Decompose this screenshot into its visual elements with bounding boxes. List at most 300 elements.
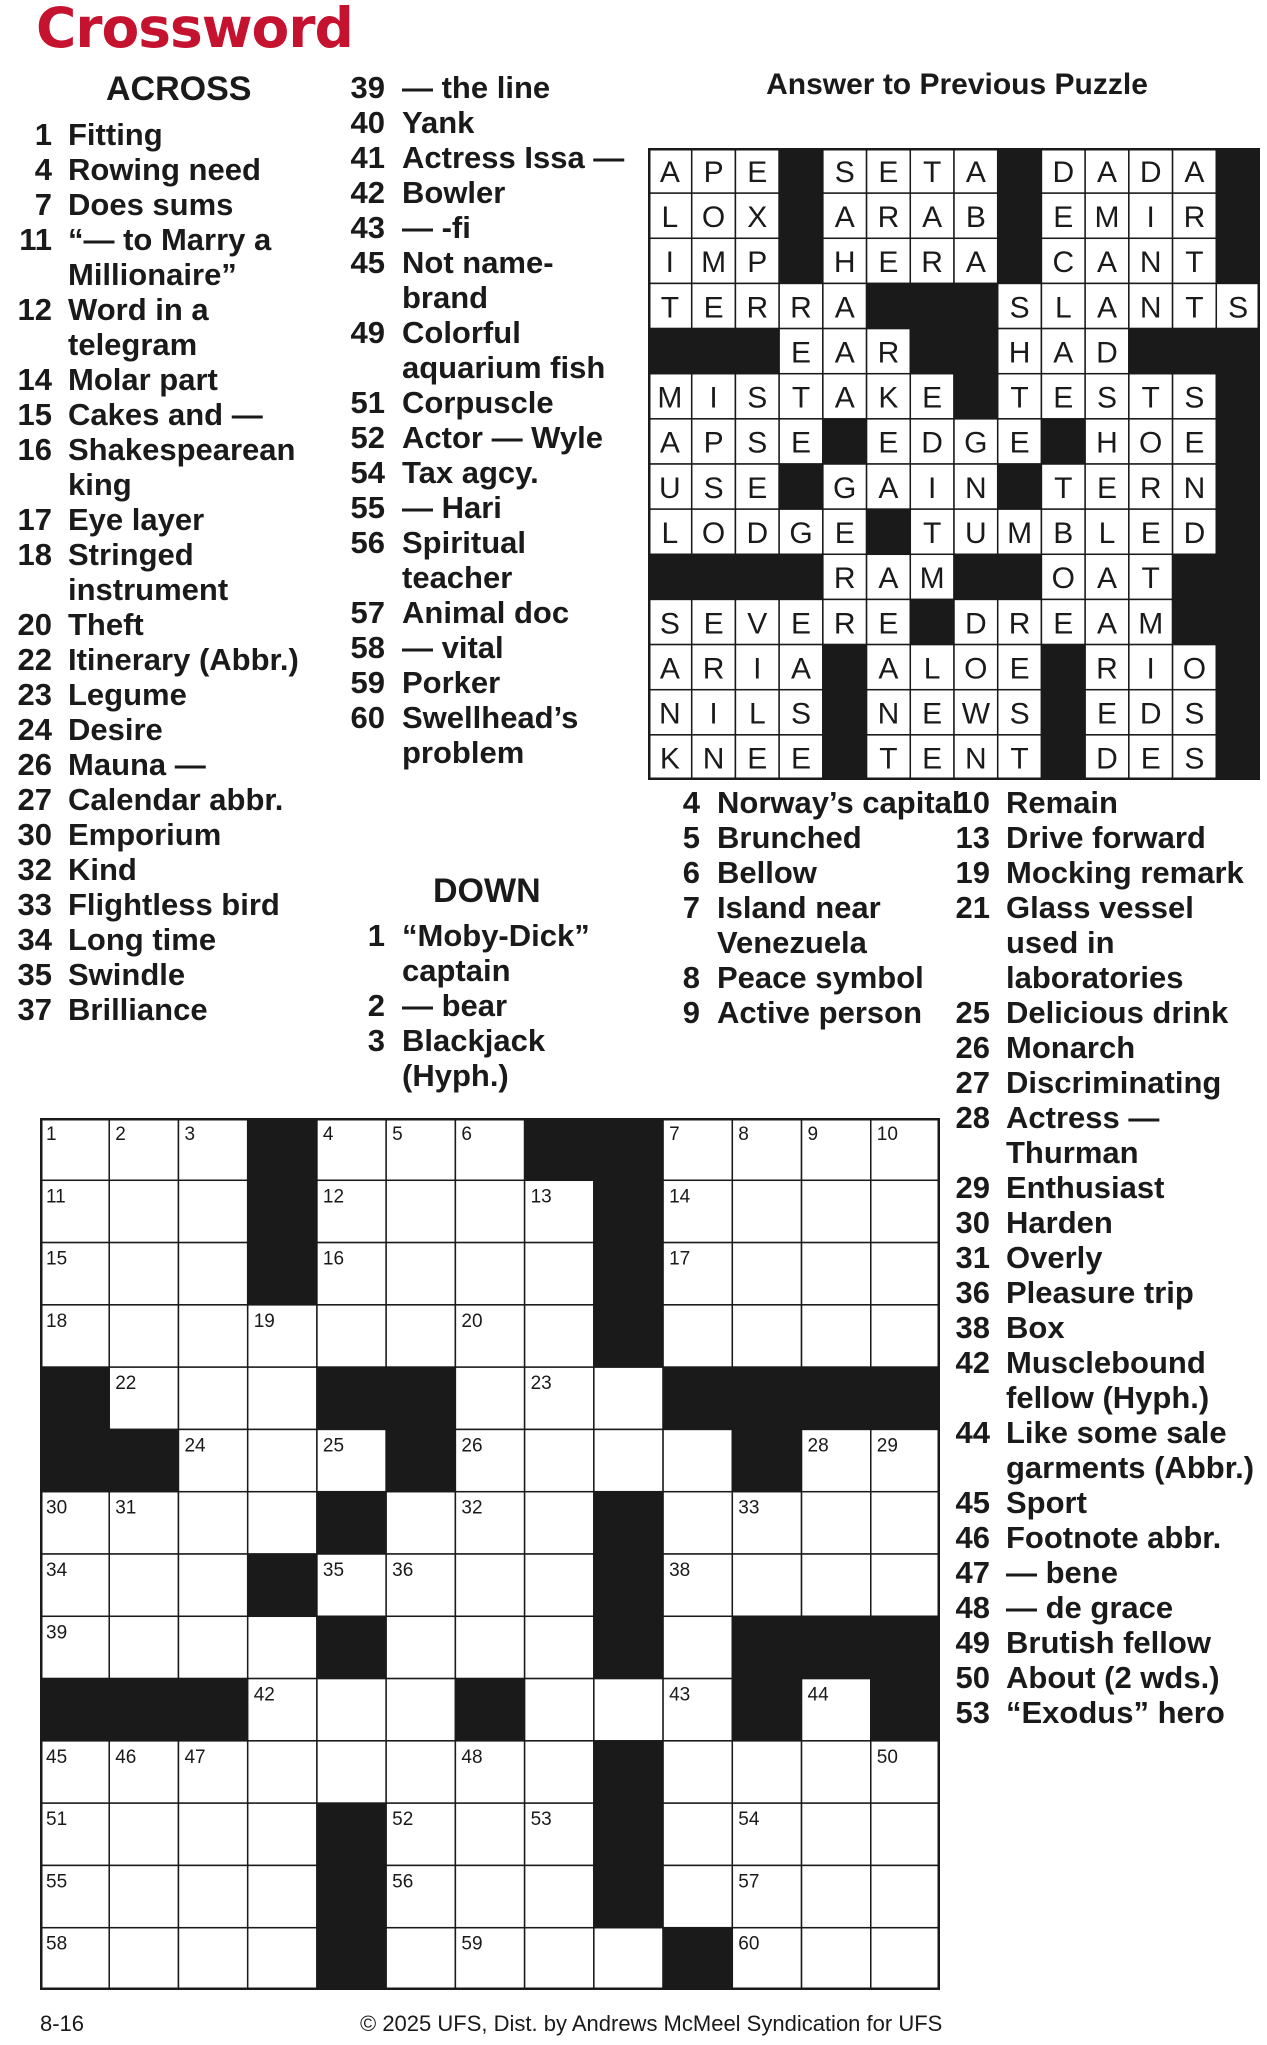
answer-letter: X: [747, 201, 768, 234]
grid-cell[interactable]: [594, 1679, 663, 1741]
grid-cell[interactable]: [386, 1492, 455, 1554]
answer-letter: P: [747, 246, 768, 280]
clue: [955, 1345, 1267, 1415]
grid-cell[interactable]: [248, 1741, 317, 1803]
clue-number: 27: [955, 1065, 990, 1100]
clue-number: 20: [17, 607, 52, 642]
clue-text: Overly: [1006, 1240, 1103, 1275]
answer-letter: M: [1094, 201, 1120, 234]
grid-cell[interactable]: [317, 1741, 386, 1803]
cell-number: 56: [392, 1871, 414, 1893]
clue-text: Swindle: [68, 957, 186, 992]
grid-cell[interactable]: [871, 1865, 940, 1927]
cell-number: 29: [876, 1435, 898, 1457]
grid-cell[interactable]: [871, 1305, 940, 1367]
answer-letter: A: [1096, 155, 1118, 189]
answer-letter: B: [1053, 517, 1074, 550]
grid-cell[interactable]: [455, 1865, 524, 1927]
answer-block: [1041, 690, 1085, 735]
clue: [341, 988, 631, 1023]
answer-letter: W: [961, 697, 991, 731]
grid-cell[interactable]: [109, 1616, 178, 1678]
answer-letter: N: [1183, 471, 1206, 505]
grid-cell[interactable]: [525, 1492, 594, 1554]
grid-block: [248, 1118, 317, 1180]
clue-text: Spiritual teacher: [402, 525, 527, 595]
grid-block: [40, 1429, 109, 1491]
grid-cell[interactable]: [248, 1616, 317, 1678]
clue: [955, 1555, 1267, 1590]
answer-letter: G: [833, 471, 857, 505]
answer-letter: L: [661, 517, 679, 550]
cell-number: 37: [599, 1560, 621, 1581]
grid-cell[interactable]: [386, 1928, 455, 1990]
clue: [0, 677, 330, 712]
cell-number: 14: [669, 1186, 691, 1208]
clue: [341, 630, 631, 665]
answer-block: [867, 283, 911, 328]
answer-letter: E: [922, 742, 943, 776]
grid-block: [317, 1367, 386, 1429]
clue-text: — vital: [402, 630, 504, 665]
grid-block: [663, 1928, 732, 1990]
cell-number: 23: [530, 1373, 552, 1395]
grid-cell[interactable]: [732, 1180, 801, 1242]
grid-cell[interactable]: [386, 1741, 455, 1803]
clue-number: 36: [955, 1275, 990, 1310]
grid-cell[interactable]: [663, 1803, 732, 1865]
grid-cell[interactable]: [525, 1305, 594, 1367]
clue: [0, 712, 330, 747]
answer-letter: L: [923, 652, 941, 686]
answer-block: [1216, 599, 1260, 644]
answer-block: [954, 329, 998, 374]
clue: [0, 992, 330, 1027]
answer-letter: M: [701, 246, 727, 280]
grid-cell[interactable]: [178, 1803, 247, 1865]
clue: [955, 1240, 1267, 1275]
grid-cell[interactable]: [871, 1554, 940, 1616]
grid-cell[interactable]: [802, 1554, 871, 1616]
answer-letter: A: [790, 652, 812, 686]
grid-cell[interactable]: [455, 1554, 524, 1616]
answer-letter: E: [922, 697, 943, 731]
clue-text: — de grace: [1006, 1590, 1174, 1625]
clue-text: Molar part: [68, 362, 218, 397]
clue-text: Corpuscle: [402, 385, 554, 420]
answer-letter: D: [921, 426, 943, 460]
cell-number: 10: [876, 1124, 898, 1145]
clue-number: 43: [350, 210, 385, 245]
clue-text: Box: [1006, 1310, 1065, 1345]
grid-cell[interactable]: [871, 1243, 940, 1305]
clue-text: Kind: [68, 852, 137, 887]
answer-block: [779, 464, 823, 509]
clue: [0, 187, 330, 222]
grid-cell[interactable]: [732, 1741, 801, 1803]
grid-block: [594, 1492, 663, 1554]
clue-text: Footnote abbr.: [1006, 1520, 1222, 1555]
answer-letter: T: [1185, 246, 1204, 280]
clue: [341, 420, 631, 455]
answer-letter: E: [1009, 652, 1030, 686]
answer-letter: A: [834, 336, 855, 370]
clue-number: 42: [350, 175, 385, 210]
grid-cell[interactable]: [248, 1803, 317, 1865]
cell-number: 55: [46, 1871, 68, 1893]
clue-text: Does sums: [68, 187, 234, 222]
clue-number: 57: [350, 595, 385, 630]
answer-letter: R: [1139, 471, 1162, 505]
grid-cell[interactable]: [109, 1803, 178, 1865]
clue-text: Swellhead’s problem: [402, 700, 579, 770]
grid-cell[interactable]: [525, 1243, 594, 1305]
grid-block: [317, 1803, 386, 1865]
answer-block: [1216, 464, 1260, 509]
clue: [341, 490, 631, 525]
grid-block: [317, 1928, 386, 1990]
clue-text: About (2 wds.): [1006, 1660, 1220, 1695]
clue-text: “— to Marry a Millionaire”: [68, 222, 272, 292]
clue-text: — bear: [402, 988, 508, 1023]
clue-number: 30: [955, 1205, 990, 1240]
clue-number: 44: [955, 1415, 990, 1450]
grid-block: [871, 1367, 940, 1429]
clue: [0, 432, 330, 502]
clue: [955, 995, 1267, 1030]
answer-letter: A: [659, 426, 680, 460]
grid-cell[interactable]: [386, 1180, 455, 1242]
cell-number: 17: [669, 1248, 691, 1270]
grid-cell[interactable]: [109, 1180, 178, 1242]
answer-letter: O: [701, 201, 726, 234]
grid-cell[interactable]: [386, 1679, 455, 1741]
grid-cell[interactable]: [663, 1305, 732, 1367]
clue: [955, 1625, 1267, 1660]
clue: [341, 385, 631, 420]
answer-block: [1216, 329, 1260, 374]
cell-number: 52: [392, 1809, 414, 1831]
cell-number: 20: [461, 1310, 483, 1332]
clue-number: 39: [350, 70, 385, 105]
answer-letter: E: [878, 607, 899, 641]
grid-block: [248, 1180, 317, 1242]
clue-text: Shakespearean king: [68, 432, 296, 502]
grid-cell[interactable]: [802, 1741, 871, 1803]
grid-cell[interactable]: [317, 1679, 386, 1741]
grid-cell[interactable]: [871, 1492, 940, 1554]
answer-block: [1173, 329, 1217, 374]
grid-cell[interactable]: [455, 1803, 524, 1865]
answer-letter: T: [922, 155, 942, 189]
grid-cell[interactable]: [178, 1180, 247, 1242]
grid-cell[interactable]: [248, 1928, 317, 1990]
grid-cell[interactable]: [525, 1679, 594, 1741]
clue-number: 40: [350, 105, 385, 140]
cell-number: 34: [46, 1560, 68, 1581]
grid-cell[interactable]: [663, 1492, 732, 1554]
clue-text: Actress Issa —: [402, 140, 625, 175]
clue-number: 5: [682, 820, 700, 855]
cell-number: 27: [738, 1435, 760, 1457]
clue-text: Drive forward: [1006, 820, 1206, 855]
clue-text: Like some sale garments (Abbr.): [1006, 1415, 1255, 1485]
grid-cell[interactable]: [871, 1928, 940, 1990]
clue: [665, 785, 965, 820]
answer-letter: R: [790, 291, 812, 325]
grid-block: [802, 1367, 871, 1429]
clue-number: 21: [955, 890, 990, 925]
answer-letter: L: [1098, 517, 1116, 550]
answer-letter: E: [747, 155, 768, 189]
answer-letter: E: [1053, 381, 1074, 415]
answer-letter: R: [1096, 652, 1118, 686]
clue-text: Discriminating: [1006, 1065, 1222, 1100]
clue-text: Brutish fellow: [1006, 1625, 1211, 1660]
clue: [341, 918, 631, 988]
grid-cell[interactable]: [802, 1492, 871, 1554]
answer-letter: S: [1228, 291, 1249, 325]
grid-cell[interactable]: [802, 1305, 871, 1367]
clue-text: Long time: [68, 922, 217, 957]
clue-number: 1: [367, 918, 385, 953]
answer-block: [823, 419, 867, 464]
answer-letter: E: [747, 471, 768, 505]
grid-cell[interactable]: [386, 1616, 455, 1678]
clue-text: — -fi: [402, 210, 471, 245]
clue-number: 37: [17, 992, 52, 1027]
clue: [955, 1030, 1267, 1065]
clue: [0, 292, 330, 362]
answer-letter: N: [702, 742, 725, 776]
grid-cell[interactable]: [178, 1616, 247, 1678]
answer-block: [1173, 599, 1217, 644]
grid-cell[interactable]: [178, 1928, 247, 1990]
answer-letter: O: [1182, 652, 1207, 686]
cell-number: 49: [599, 1746, 621, 1768]
clue-number: 28: [955, 1100, 990, 1135]
clue: [955, 1485, 1267, 1520]
answer-letter: R: [833, 562, 856, 596]
answer-letter: A: [1096, 246, 1118, 280]
clue-text: “Moby-Dick” captain: [402, 918, 590, 988]
grid-cell[interactable]: [178, 1243, 247, 1305]
grid-cell[interactable]: [525, 1616, 594, 1678]
grid-cell[interactable]: [732, 1305, 801, 1367]
clue: [0, 607, 330, 642]
grid-block: [317, 1492, 386, 1554]
grid-cell[interactable]: [663, 1616, 732, 1678]
grid-cell[interactable]: [109, 1928, 178, 1990]
grid-cell[interactable]: [802, 1865, 871, 1927]
grid-cell[interactable]: [525, 1429, 594, 1491]
grid-cell[interactable]: [525, 1928, 594, 1990]
grid-cell[interactable]: [455, 1367, 524, 1429]
grid-cell[interactable]: [109, 1554, 178, 1616]
cell-number: 53: [530, 1809, 552, 1831]
grid-cell[interactable]: [663, 1741, 732, 1803]
grid-cell[interactable]: [871, 1803, 940, 1865]
answer-letter: T: [1010, 742, 1029, 776]
answer-letter: G: [964, 426, 988, 460]
grid-cell[interactable]: [594, 1928, 663, 1990]
clue: [341, 175, 631, 210]
answer-block: [998, 193, 1042, 238]
grid-cell[interactable]: [178, 1367, 247, 1429]
cell-number: 7: [669, 1124, 680, 1145]
clue: [341, 70, 631, 105]
grid-cell[interactable]: [248, 1492, 317, 1554]
clue-number: 35: [17, 957, 52, 992]
clue-text: Peace symbol: [717, 960, 924, 995]
answer-letter: S: [747, 381, 768, 415]
clue-text: Musclebound fellow (Hyph.): [1006, 1345, 1210, 1415]
grid-cell[interactable]: [663, 1429, 732, 1491]
grid-cell[interactable]: [732, 1243, 801, 1305]
grid-cell[interactable]: [178, 1305, 247, 1367]
clue-text: Bellow: [717, 855, 817, 890]
clue-text: Stringed instrument: [68, 537, 229, 607]
clue: [955, 1310, 1267, 1345]
answer-letter: E: [1053, 607, 1074, 641]
answer-letter: H: [1008, 336, 1031, 370]
clue-number: 4: [34, 152, 52, 187]
answer-block: [1041, 645, 1085, 690]
copyright: © 2025 UFS, Dist. by Andrews McMeel Syndication for UFS: [360, 2011, 943, 2036]
clue-text: — bene: [1006, 1555, 1118, 1590]
answer-letter: E: [1096, 471, 1118, 505]
grid-cell[interactable]: [594, 1367, 663, 1429]
answer-letter: S: [790, 697, 812, 731]
answer-letter: I: [1146, 652, 1155, 686]
clue-text: Yank: [402, 105, 475, 140]
answer-block: [954, 554, 998, 599]
cell-number: 4: [322, 1124, 334, 1145]
clue-text: Glass vessel used in laboratories: [1006, 890, 1194, 995]
grid-cell[interactable]: [871, 1180, 940, 1242]
clue-number: 56: [350, 525, 385, 560]
down-clues-col3: [665, 785, 965, 1030]
grid-cell[interactable]: [386, 1243, 455, 1305]
clue-number: 27: [17, 782, 52, 817]
cell-number: 42: [253, 1684, 275, 1706]
cell-number: 3: [184, 1124, 196, 1145]
answer-letter: I: [665, 246, 675, 280]
grid-cell[interactable]: [455, 1180, 524, 1242]
clue-text: Actor — Wyle: [402, 420, 603, 455]
grid-cell[interactable]: [109, 1865, 178, 1927]
grid-block: [732, 1367, 801, 1429]
cell-number: 48: [461, 1746, 483, 1768]
grid-cell[interactable]: [109, 1243, 178, 1305]
answer-letter: L: [1054, 291, 1072, 325]
answer-letter: S: [1009, 291, 1030, 325]
clue-text: Monarch: [1006, 1030, 1136, 1065]
grid-cell[interactable]: [109, 1305, 178, 1367]
answer-letter: N: [965, 471, 987, 505]
cell-number: 47: [184, 1746, 206, 1768]
clue-number: 25: [955, 995, 990, 1030]
grid-cell[interactable]: [802, 1803, 871, 1865]
clue-text: Sport: [1006, 1485, 1087, 1520]
grid-cell[interactable]: [525, 1741, 594, 1803]
clue-text: Rowing need: [68, 152, 261, 187]
grid-cell[interactable]: [663, 1865, 732, 1927]
clue-text: Mocking remark: [1006, 855, 1244, 890]
clue-number: 47: [955, 1555, 990, 1590]
answer-letter: S: [703, 471, 724, 505]
clue-number: 26: [955, 1030, 990, 1065]
answer-letter: E: [878, 426, 899, 460]
grid-cell[interactable]: [178, 1865, 247, 1927]
grid-cell[interactable]: [386, 1305, 455, 1367]
answer-block: [823, 645, 867, 690]
grid-cell[interactable]: [248, 1865, 317, 1927]
page-title: Crossword: [36, 0, 353, 60]
grid-cell[interactable]: [802, 1180, 871, 1242]
answer-block: [1216, 645, 1260, 690]
grid-cell[interactable]: [732, 1554, 801, 1616]
grid-cell[interactable]: [248, 1367, 317, 1429]
grid-cell[interactable]: [178, 1492, 247, 1554]
answer-letter: S: [1184, 381, 1205, 415]
clue-number: 30: [17, 817, 52, 852]
answer-letter: E: [703, 291, 724, 325]
answer-letter: E: [790, 336, 812, 370]
grid-cell[interactable]: [594, 1429, 663, 1491]
answer-block: [648, 329, 692, 374]
answer-letter: N: [877, 697, 900, 731]
clue-text: Island near Venezuela: [717, 890, 881, 960]
clue: [0, 642, 330, 677]
answer-letter: A: [1096, 562, 1118, 596]
clue-number: 41: [350, 140, 385, 175]
grid-cell[interactable]: [802, 1243, 871, 1305]
grid-cell[interactable]: [525, 1554, 594, 1616]
answer-letter: P: [703, 155, 724, 189]
cell-number: 15: [46, 1248, 68, 1270]
grid-cell[interactable]: [455, 1616, 524, 1678]
clue-number: 31: [955, 1240, 990, 1275]
grid-cell[interactable]: [802, 1928, 871, 1990]
grid-cell[interactable]: [317, 1305, 386, 1367]
answer-letter: E: [834, 517, 855, 550]
clue-number: 24: [17, 712, 52, 747]
clue: [665, 960, 965, 995]
answer-letter: T: [1141, 562, 1160, 596]
clue-number: 9: [682, 995, 700, 1030]
clue-text: Word in a telegram: [68, 292, 209, 362]
cell-number: 30: [46, 1497, 68, 1519]
answer-letter: E: [747, 742, 768, 776]
grid-cell[interactable]: [178, 1554, 247, 1616]
clue-text: Porker: [402, 665, 501, 700]
clue: [955, 1590, 1267, 1625]
clue-number: 7: [34, 187, 52, 222]
answer-block: [779, 554, 823, 599]
clue-number: 49: [350, 315, 385, 350]
answer-letter: S: [1096, 381, 1118, 415]
clue-number: 53: [955, 1695, 990, 1730]
answer-block: [1216, 193, 1260, 238]
grid-block: [871, 1679, 940, 1741]
grid-cell[interactable]: [525, 1865, 594, 1927]
grid-cell[interactable]: [248, 1429, 317, 1491]
clue-text: Tax agcy.: [402, 455, 539, 490]
grid-cell[interactable]: [455, 1243, 524, 1305]
answer-block: [1216, 148, 1260, 193]
answer-letter: M: [1007, 517, 1033, 550]
